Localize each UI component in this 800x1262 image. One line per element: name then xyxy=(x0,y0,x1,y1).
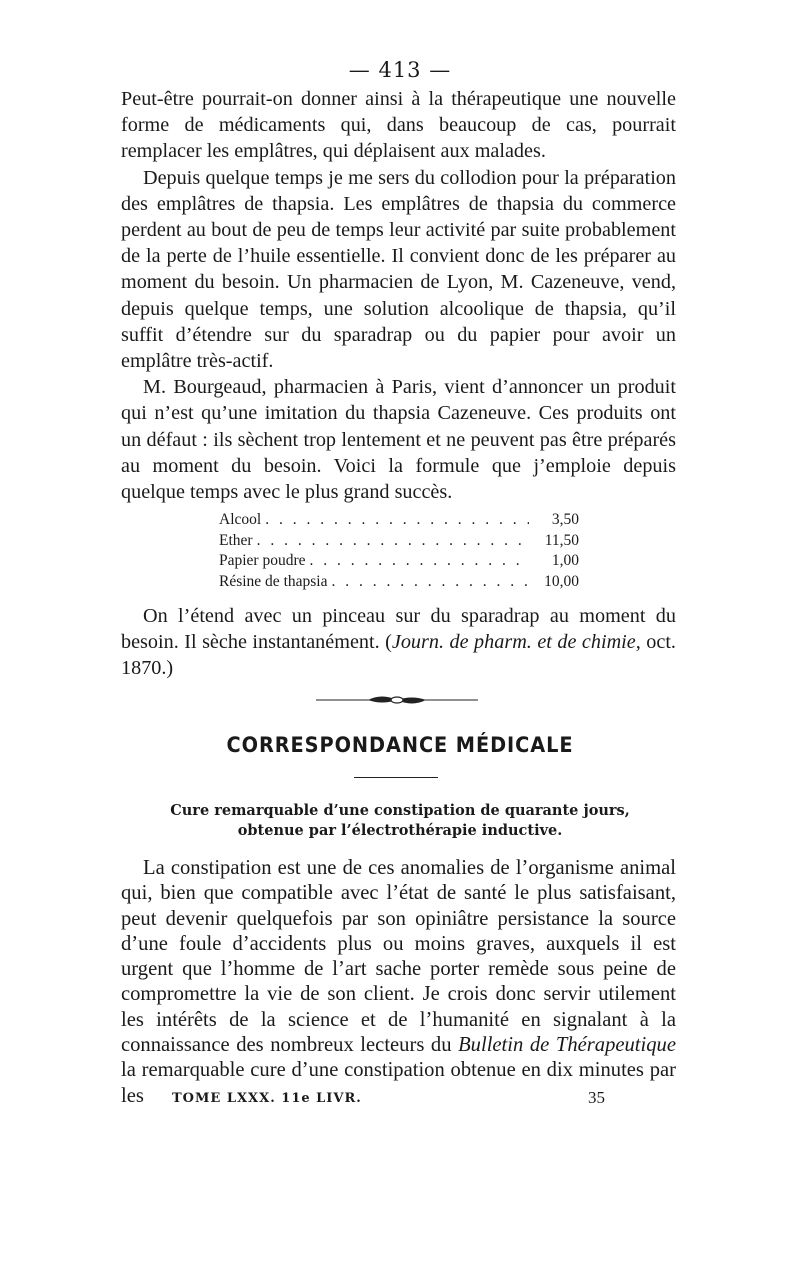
article-text: La constipation est une de ces anomalies de l’organisme animal qui, bien que compatible avec l’état de santé le plus satisfaisant, peut devenir quelquefois par son opiniâtre persistance la source d’une foule d’accidents plus ou moins graves, auxquels il est urgent que l’homme de l’art sache porter remède sous peine de compromettre la vie de son client. Je crois donc servir utilement les intérêts de la science et de l’humanité en signalant à la connaissance des nombreux lecteurs du xyxy=(121,857,676,1057)
title-rule xyxy=(354,777,438,778)
ingredient-name: Résine de thapsia xyxy=(219,572,328,590)
article-text-block xyxy=(121,856,676,1109)
article-text-continued: la remarquable cure d’une constipation obtenue en dix minutes par les xyxy=(121,1059,676,1107)
subtitle-line: obtenue par l’électrothérapie inductive. xyxy=(237,822,563,839)
ingredient-name: Alcool xyxy=(219,511,262,528)
paragraph-medicament: Peut-être pourrait-on donner ainsi à la thérapeutique une nouvelle forme de médicaments qui, dans beaucoup de cas, pourrait remplacer les emplâtres, qui déplaisent aux malades. xyxy=(121,88,676,163)
formula-row xyxy=(219,510,579,531)
formula-table xyxy=(219,510,579,592)
page-number: — 413 — xyxy=(348,58,452,82)
paragraph-collodion: Depuis quelque temps je me sers du collodion pour la préparation des emplâtres de thapsia. Les emplâtres de thapsia du commerce perdent au bout de peu de temps leur activité par suite probablement de la perte de l’huile essentielle. Il convient donc de les préparer au moment du besoin. Un pharmacien de Lyon, M. Cazeneuve, vend, depuis quelque temps, une solution alcoolique de thapsia, qu’il suffit d’étendre sur du sparadrap ou du papier pour avoir un emplâtre très-actif. xyxy=(121,166,676,373)
ingredient-quantity: 1,00 xyxy=(551,552,579,569)
subtitle-line: Cure remarquable d’une constipation de quarante jours, xyxy=(170,802,630,819)
ornament-divider-icon xyxy=(316,692,478,708)
leader-dots xyxy=(306,551,529,572)
application-text-block xyxy=(121,603,676,682)
ingredient-quantity: 11,50 xyxy=(544,531,579,549)
leader-dots xyxy=(253,531,529,552)
intro-text-block xyxy=(121,86,676,505)
journal-citation: Journ. de pharm. et de chimie, xyxy=(391,631,641,654)
ingredient-name: Ether xyxy=(219,531,253,549)
paragraph-constipation xyxy=(121,856,676,1109)
citation-date: oct. 1870.) xyxy=(121,631,676,680)
paragraph-application xyxy=(121,603,676,682)
paragraph-bourgeaud: M. Bourgeaud, pharmacien à Paris, vient d’annoncer un produit qui n’est qu’une imitation du thapsia Cazeneuve. Ces produits ont un défaut : ils sèchent trop lentement et ne peuvent pas être préparés au moment du besoin. Voici la formule que j’emploie depuis quelque temps avec le plus grand succès. xyxy=(121,376,676,504)
application-text: On l’étend avec un pinceau sur du sparadrap au moment du besoin. Il sèche instantanément. ( xyxy=(121,605,676,654)
article-subtitle xyxy=(130,801,670,841)
formula-row xyxy=(219,572,579,593)
formula-row xyxy=(219,551,579,572)
bulletin-title: Bulletin de Thérapeutique xyxy=(458,1034,676,1057)
volume-signature: TOME LXXX. 11e LIVR. xyxy=(172,1091,362,1106)
ingredient-name: Papier poudre xyxy=(219,552,306,569)
leader-dots xyxy=(327,572,529,593)
leader-dots xyxy=(261,510,529,531)
sheet-number: 35 xyxy=(588,1088,605,1107)
formula-row xyxy=(219,531,579,552)
section-title: CORRESPONDANCE MÉDICALE xyxy=(226,733,574,757)
ingredient-quantity: 10,00 xyxy=(544,572,579,590)
ingredient-quantity: 3,50 xyxy=(551,511,579,528)
